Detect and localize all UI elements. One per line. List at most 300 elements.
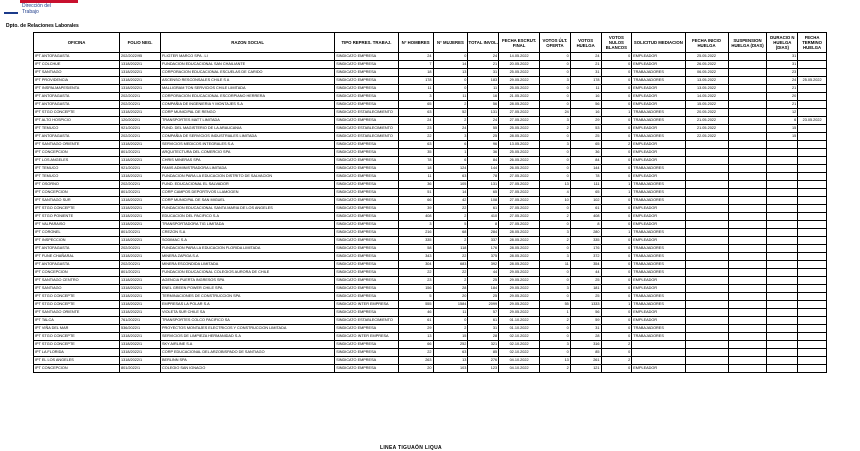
table-cell: IPT INSPECCION <box>34 237 120 245</box>
table-cell: 316 <box>570 341 601 349</box>
table-cell <box>767 173 798 181</box>
table-cell <box>728 85 767 93</box>
table-row <box>34 117 827 125</box>
table-cell: 29.05.2022 <box>499 277 540 285</box>
table-cell: MINERA ZAPIGA S.A <box>161 253 335 261</box>
table-cell: 55 <box>468 125 499 133</box>
table-cell: 0 <box>540 93 571 101</box>
column-header: FECHA TERMINO HUELGA <box>798 33 827 53</box>
table-cell: 68 <box>433 229 468 237</box>
table-cell: 3 <box>540 285 571 293</box>
table-cell: EMPLEADOR <box>632 125 685 133</box>
table-cell: 18 <box>398 69 433 77</box>
table-cell <box>798 149 827 157</box>
table-cell: TRABAJADORES <box>632 77 685 85</box>
table-cell: 8 <box>570 221 601 229</box>
table-cell: SINDICATO EMPRESA <box>335 213 399 221</box>
table-cell <box>798 85 827 93</box>
table-cell: 111 <box>570 181 601 189</box>
table-cell: 01.10.2022 <box>499 325 540 333</box>
table-cell <box>685 301 728 309</box>
table-cell <box>728 301 767 309</box>
table-cell: 15 <box>767 125 798 133</box>
table-cell <box>798 269 827 277</box>
table-cell <box>685 261 728 269</box>
table-cell: 31 <box>767 53 798 61</box>
table-cell: 24 <box>767 77 798 85</box>
table-cell: 1318/2022/1 <box>120 293 161 301</box>
table-row <box>34 61 827 69</box>
table-cell: FUNDACION PARA LA EDUCACION FLORIDA LIMITADA <box>161 245 335 253</box>
table-cell <box>632 357 685 365</box>
table-cell: IPT SANTIAGO SUR <box>34 197 120 205</box>
table-cell: IPT PROVIDENCIA <box>34 77 120 85</box>
table-cell: 2 <box>540 317 571 325</box>
table-row <box>34 333 827 341</box>
table-cell <box>685 317 728 325</box>
table-row <box>34 93 827 101</box>
table-cell: EMPLEADOR <box>632 205 685 213</box>
table-cell: SINDICATO EMPRESA <box>335 117 399 125</box>
table-cell: 65 <box>468 189 499 197</box>
table-cell: 0 <box>540 165 571 173</box>
table-cell: SINDICATO EMPRESA <box>335 237 399 245</box>
table-cell: SINDICATO EMPRESA <box>335 181 399 189</box>
table-cell: 6 <box>767 117 798 125</box>
table-cell: IPT ANTOFAGASTA <box>34 133 120 141</box>
column-header: TOTAL INVOL. <box>468 33 499 53</box>
table-cell <box>632 341 685 349</box>
table-cell <box>767 253 798 261</box>
table-cell: 0 <box>540 149 571 157</box>
table-cell: 252 <box>433 341 468 349</box>
table-cell: SINDICATO EMPRESA <box>335 157 399 165</box>
table-cell: 96 <box>468 141 499 149</box>
table-cell <box>685 293 728 301</box>
table-cell: 0 <box>540 325 571 333</box>
table-cell: CORP CAMPOS DEPORTIVOS LLAMOGEN <box>161 189 335 197</box>
table-row <box>34 365 827 373</box>
table-cell: 10 <box>540 197 571 205</box>
table-cell: SINDICATO INTER EMPRESA <box>335 301 399 309</box>
table-cell <box>728 205 767 213</box>
table-row <box>34 269 827 277</box>
table-cell: 16 <box>570 93 601 101</box>
table-cell: 23 <box>398 125 433 133</box>
table-cell: 1318/2022/1 <box>120 253 161 261</box>
table-cell: 0 <box>540 157 571 165</box>
table-cell: 61 <box>468 205 499 213</box>
table-cell: 1318/2022/1 <box>120 173 161 181</box>
table-cell: 801/2022/1 <box>120 365 161 373</box>
table-cell: 29.05.2022 <box>499 269 540 277</box>
table-cell: 44 <box>570 269 601 277</box>
table-cell: 25 <box>570 133 601 141</box>
table-cell: 28.05.2022 <box>499 237 540 245</box>
table-cell: SINDICATO EMPRESA <box>335 141 399 149</box>
table-cell <box>798 237 827 245</box>
table-cell: 63 <box>433 173 468 181</box>
table-cell: IPT EL LOS ANGELES <box>34 357 120 365</box>
table-cell <box>685 285 728 293</box>
table-cell <box>798 221 827 229</box>
table-cell: 0 <box>601 213 632 221</box>
table-cell: 0 <box>601 261 632 269</box>
table-cell <box>767 277 798 285</box>
table-cell: IPT TEMUCO <box>34 173 120 181</box>
table-cell: 28.05.2022 <box>499 101 540 109</box>
table-cell: 31 <box>570 325 601 333</box>
table-cell: 0 <box>601 309 632 317</box>
table-cell: FUNDACION EDUCACIONAL SAN CHAILIANTE <box>161 61 335 69</box>
table-cell: 0 <box>601 205 632 213</box>
table-cell <box>728 237 767 245</box>
table-cell: 27.05.2022 <box>499 205 540 213</box>
table-cell: 31 <box>468 69 499 77</box>
table-cell: 0 <box>601 53 632 61</box>
table-cell <box>728 341 767 349</box>
table-cell: 28 <box>468 333 499 341</box>
table-cell: 29.05.2022 <box>499 285 540 293</box>
table-cell: 0 <box>601 149 632 157</box>
table-cell: 15.05.2022 <box>685 101 728 109</box>
table-cell: IPT ANTOFAGASTA <box>34 101 120 109</box>
table-cell: 181 <box>570 285 601 293</box>
table-cell: FUNDACION EDUCACIONAL COLEGIOS AURORA DE CHILE <box>161 269 335 277</box>
table-cell: IPT ANTOFAGASTA <box>34 261 120 269</box>
table-cell: 46 <box>398 309 433 317</box>
table-cell <box>767 285 798 293</box>
table-cell: COMPAÑIA DE SERVICIOS INDUSTRIALES LIMITADA <box>161 133 335 141</box>
table-cell <box>767 365 798 373</box>
table-cell: EMPLEADOR <box>632 93 685 101</box>
table-cell <box>728 221 767 229</box>
table-cell: 26.05.2022 <box>499 157 540 165</box>
table-cell: 1318/2022/1 <box>120 221 161 229</box>
table-cell: 25 <box>468 277 499 285</box>
table-cell: 536/2022/1 <box>120 325 161 333</box>
table-cell: 0 <box>601 173 632 181</box>
table-cell <box>798 165 827 173</box>
table-cell: 202/2022/1 <box>120 261 161 269</box>
table-cell: 13.05.2022 <box>685 77 728 85</box>
table-cell: EMPLEADOR <box>632 85 685 93</box>
table-cell <box>798 141 827 149</box>
page-footer: LINEA TIGUAÓN LIQUA <box>380 445 442 451</box>
table-cell: 0 <box>433 77 468 85</box>
table-cell: 2 <box>433 325 468 333</box>
table-cell: 13 <box>398 333 433 341</box>
table-cell: 5 <box>398 293 433 301</box>
table-cell: 131 <box>468 109 499 117</box>
table-cell: TRABAJADORES <box>632 189 685 197</box>
table-cell: IPT ANTOFAGASTA <box>34 93 120 101</box>
table-cell: AGENCIA PUERTA INGRESOS SPA <box>161 277 335 285</box>
table-cell: EMPLEADOR <box>632 213 685 221</box>
table-cell: 21.05.2022 <box>685 125 728 133</box>
table-cell: 0 <box>601 245 632 253</box>
table-cell: 1318/2022/1 <box>120 357 161 365</box>
table-cell: 22.05.2022 <box>685 133 728 141</box>
table-cell: 13 <box>433 69 468 77</box>
table-cell: 0 <box>601 157 632 165</box>
table-cell: 39 <box>398 205 433 213</box>
table-cell: CORPORACION EDUCACIONAL ESCUELAS DE CARIDO <box>161 69 335 77</box>
table-cell: 0 <box>540 205 571 213</box>
table-cell: 25 <box>570 293 601 301</box>
table-cell: 02.10.2022 <box>499 349 540 357</box>
table-cell <box>767 229 798 237</box>
table-header-row <box>34 33 827 53</box>
table-cell: 53 <box>570 125 601 133</box>
table-cell <box>767 157 798 165</box>
table-cell: 343 <box>398 253 433 261</box>
table-cell: 29.05.2022 <box>499 293 540 301</box>
table-cell: 1 <box>601 229 632 237</box>
table-cell: CORP EDUCACIONAL DEL ARZOBISPADO DE SANTIAGO <box>161 349 335 357</box>
table-cell: 408 <box>398 213 433 221</box>
table-cell: 21.05.2022 <box>499 93 540 101</box>
table-cell: 23 <box>398 277 433 285</box>
table-cell: 01.10.2022 <box>499 317 540 325</box>
table-cell: IPT SANTIAGO ORIENTE <box>34 141 120 149</box>
table-cell: IPT STGO CONCEPTE <box>34 341 120 349</box>
table-cell: 202/2022/95 <box>120 53 161 61</box>
table-cell <box>728 253 767 261</box>
table-cell <box>798 333 827 341</box>
table-row <box>34 253 827 261</box>
table-cell: 0 <box>601 269 632 277</box>
table-cell <box>685 205 728 213</box>
table-cell <box>685 197 728 205</box>
table-cell: 36 <box>570 149 601 157</box>
table-cell: IPT INSPALMAPESIENTA <box>34 85 120 93</box>
table-cell: 108 <box>468 197 499 205</box>
table-cell: 3 <box>540 141 571 149</box>
table-cell: 0 <box>601 365 632 373</box>
table-cell: 13 <box>433 357 468 365</box>
table-cell: EMPLEADOR <box>632 365 685 373</box>
table-cell: 124 <box>433 165 468 173</box>
table-row <box>34 317 827 325</box>
table-cell: 11 <box>398 173 433 181</box>
table-cell: 0 <box>601 165 632 173</box>
table-cell: BERLINN SPA <box>161 357 335 365</box>
table-cell: 335 <box>398 237 433 245</box>
table-cell: 13 <box>540 181 571 189</box>
table-cell: 1318/2022/1 <box>120 301 161 309</box>
table-cell: 13 <box>540 357 571 365</box>
table-cell: SINDICATO EMPRESA <box>335 149 399 157</box>
table-cell: SERVICIOS MEDICOS INTEGRALES S.A <box>161 141 335 149</box>
table-cell <box>767 293 798 301</box>
table-cell: 1318/2022/1 <box>120 77 161 85</box>
table-cell: FLIGTER MARCO SPA . LI <box>161 53 335 61</box>
table-cell: 1318/2022/1 <box>120 197 161 205</box>
table-cell: EMPLEADOR <box>632 173 685 181</box>
table-cell: IPT FUNE CHAÑARAL <box>34 253 120 261</box>
table-cell <box>728 245 767 253</box>
table-cell: 78 <box>468 173 499 181</box>
table-cell: SINDICATO EMPRESA <box>335 101 399 109</box>
table-cell: 44 <box>468 269 499 277</box>
table-cell: FUND. DEL MAGISTERIO DE LA ARAUCANIA <box>161 125 335 133</box>
table-cell: 02.10.2022 <box>499 333 540 341</box>
table-cell <box>767 181 798 189</box>
table-cell: 20.05.2022 <box>685 109 728 117</box>
table-row <box>34 125 827 133</box>
table-cell: 3 <box>540 229 571 237</box>
table-cell: 202/2022/1 <box>120 181 161 189</box>
table-cell: 921/2022/1 <box>120 125 161 133</box>
table-cell: 0 <box>540 269 571 277</box>
table-cell: 131 <box>468 181 499 189</box>
table-cell: 304 <box>398 261 433 269</box>
table-cell <box>798 61 827 69</box>
table-cell: 0 <box>540 101 571 109</box>
table-cell <box>728 157 767 165</box>
table-cell <box>767 165 798 173</box>
table-cell <box>798 157 827 165</box>
column-header: TIPO REPRES. TRABAJ. <box>335 33 399 53</box>
table-cell: 1 <box>601 109 632 117</box>
table-cell: 06.05.2022 <box>685 69 728 77</box>
table-cell: EMPLEADOR <box>632 53 685 61</box>
table-cell: 24 <box>398 53 433 61</box>
table-cell: 66 <box>398 197 433 205</box>
table-cell: SINDICATO EMPRESA <box>335 293 399 301</box>
table-cell <box>685 229 728 237</box>
table-cell: 144 <box>468 165 499 173</box>
table-cell: 801/2022/1 <box>120 229 161 237</box>
table-row <box>34 357 827 365</box>
table-cell: 61 <box>570 205 601 213</box>
table-cell: IPT STGO CONCEPTE <box>34 333 120 341</box>
table-cell <box>767 317 798 325</box>
table-cell: 118 <box>433 245 468 253</box>
table-cell: 2 <box>540 365 571 373</box>
column-header: VOTOS HUELGA <box>570 33 601 53</box>
table-cell: EMPLEADOR <box>632 221 685 229</box>
table-cell: 0 <box>601 277 632 285</box>
table-cell: 15 <box>767 133 798 141</box>
table-cell: 56 <box>570 309 601 317</box>
table-cell: 27.05.2022 <box>499 173 540 181</box>
table-cell: 202/2022/1 <box>120 93 161 101</box>
table-cell <box>798 101 827 109</box>
table-cell: TRANSPORTADORA TIG LIMITADA <box>161 221 335 229</box>
page-subtitle: Dpto. de Relaciones Laborales <box>6 23 79 29</box>
table-row <box>34 189 827 197</box>
table-cell: 28.05.2022 <box>499 229 540 237</box>
column-header: SUSPENSION HUELGA (DIAS) <box>728 33 767 53</box>
table-cell: 0 <box>433 317 468 325</box>
table-cell: 176 <box>468 245 499 253</box>
table-cell: ASCENSO RESCONSALES CHILE S A <box>161 77 335 85</box>
table-cell: 1318/2022/1 <box>120 61 161 69</box>
table-cell: 5 <box>433 221 468 229</box>
logo-line-2: Trabajo <box>22 9 39 15</box>
table-cell: 0 <box>540 133 571 141</box>
table-cell <box>728 261 767 269</box>
table-cell: VIOLETA SUR CHILE SA <box>161 309 335 317</box>
table-cell: 0 <box>601 61 632 69</box>
table-cell <box>685 141 728 149</box>
table-cell: 25.05.2022 <box>798 77 827 85</box>
table-cell <box>798 53 827 61</box>
table-cell <box>685 269 728 277</box>
table-cell: SINDICATO EMPRESA <box>335 221 399 229</box>
table-cell: IPT SANTIAGO <box>34 69 120 77</box>
table-cell: 0 <box>601 117 632 125</box>
table-cell: 29.05.2022 <box>499 77 540 85</box>
table-cell <box>728 133 767 141</box>
table-cell: EMPLEADOR <box>632 61 685 69</box>
table-cell: 202/2022/1 <box>120 245 161 253</box>
table-cell: 21 <box>570 61 601 69</box>
table-cell: SERVICIOS DE LIMPIEZA HERMANIDAD S.A <box>161 333 335 341</box>
table-cell: TRABAJADORES <box>632 133 685 141</box>
table-cell <box>798 173 827 181</box>
table-cell: IPT STGO CONCEPTE <box>34 205 120 213</box>
table-cell: 2 <box>601 357 632 365</box>
table-cell: SINDICATO EMPRESA <box>335 229 399 237</box>
table-cell: 15 <box>433 333 468 341</box>
table-cell: 0 <box>601 85 632 93</box>
table-cell: ARQUITECTURA DEL COMERCIO SPA <box>161 149 335 157</box>
table-cell: 1318/2022/1 <box>120 333 161 341</box>
table-cell: IPT TALCA <box>34 317 120 325</box>
table-cell <box>728 309 767 317</box>
table-cell: 25.05.2022 <box>685 53 728 61</box>
table-cell: 683 <box>433 261 468 269</box>
table-row <box>34 341 827 349</box>
table-cell <box>798 293 827 301</box>
table-cell: 1333 <box>570 301 601 309</box>
table-cell: 1318/2022/1 <box>120 213 161 221</box>
table-cell: IPT COLCHUE <box>34 61 120 69</box>
table-cell: IPT TEMUCO <box>34 165 120 173</box>
table-cell: TRABAJADORES <box>632 229 685 237</box>
table-cell: 59 <box>570 317 601 325</box>
table-cell <box>728 117 767 125</box>
table-cell: IPT CORONEL <box>34 229 120 237</box>
table-cell: 280 <box>570 229 601 237</box>
table-cell <box>728 333 767 341</box>
table-cell: CREZON S.A <box>161 229 335 237</box>
table-cell: SINDICATO EMPRESA <box>335 325 399 333</box>
table-cell: 24 <box>398 117 433 125</box>
column-header: N° MUJERES <box>433 33 468 53</box>
table-cell: SINDICATO EMPRESA <box>335 285 399 293</box>
table-row <box>34 229 827 237</box>
table-row <box>34 325 827 333</box>
table-cell: SINDICATO EMPRESA <box>335 253 399 261</box>
table-cell <box>685 245 728 253</box>
column-header: VOTOS ÚLT. OFERTA <box>540 33 571 53</box>
table-cell <box>798 181 827 189</box>
table-cell <box>767 197 798 205</box>
table-cell <box>728 93 767 101</box>
table-cell: 0 <box>601 349 632 357</box>
table-cell: 176 <box>570 245 601 253</box>
table-cell: CORP MUNICIPAL DE RENGO <box>161 109 335 117</box>
table-cell <box>728 213 767 221</box>
table-cell: 78 <box>570 173 601 181</box>
table-cell: 392 <box>468 261 499 269</box>
table-cell: IPT STGO CONCEPTE <box>34 109 120 117</box>
table-cell: 1318/2022/1 <box>120 109 161 117</box>
